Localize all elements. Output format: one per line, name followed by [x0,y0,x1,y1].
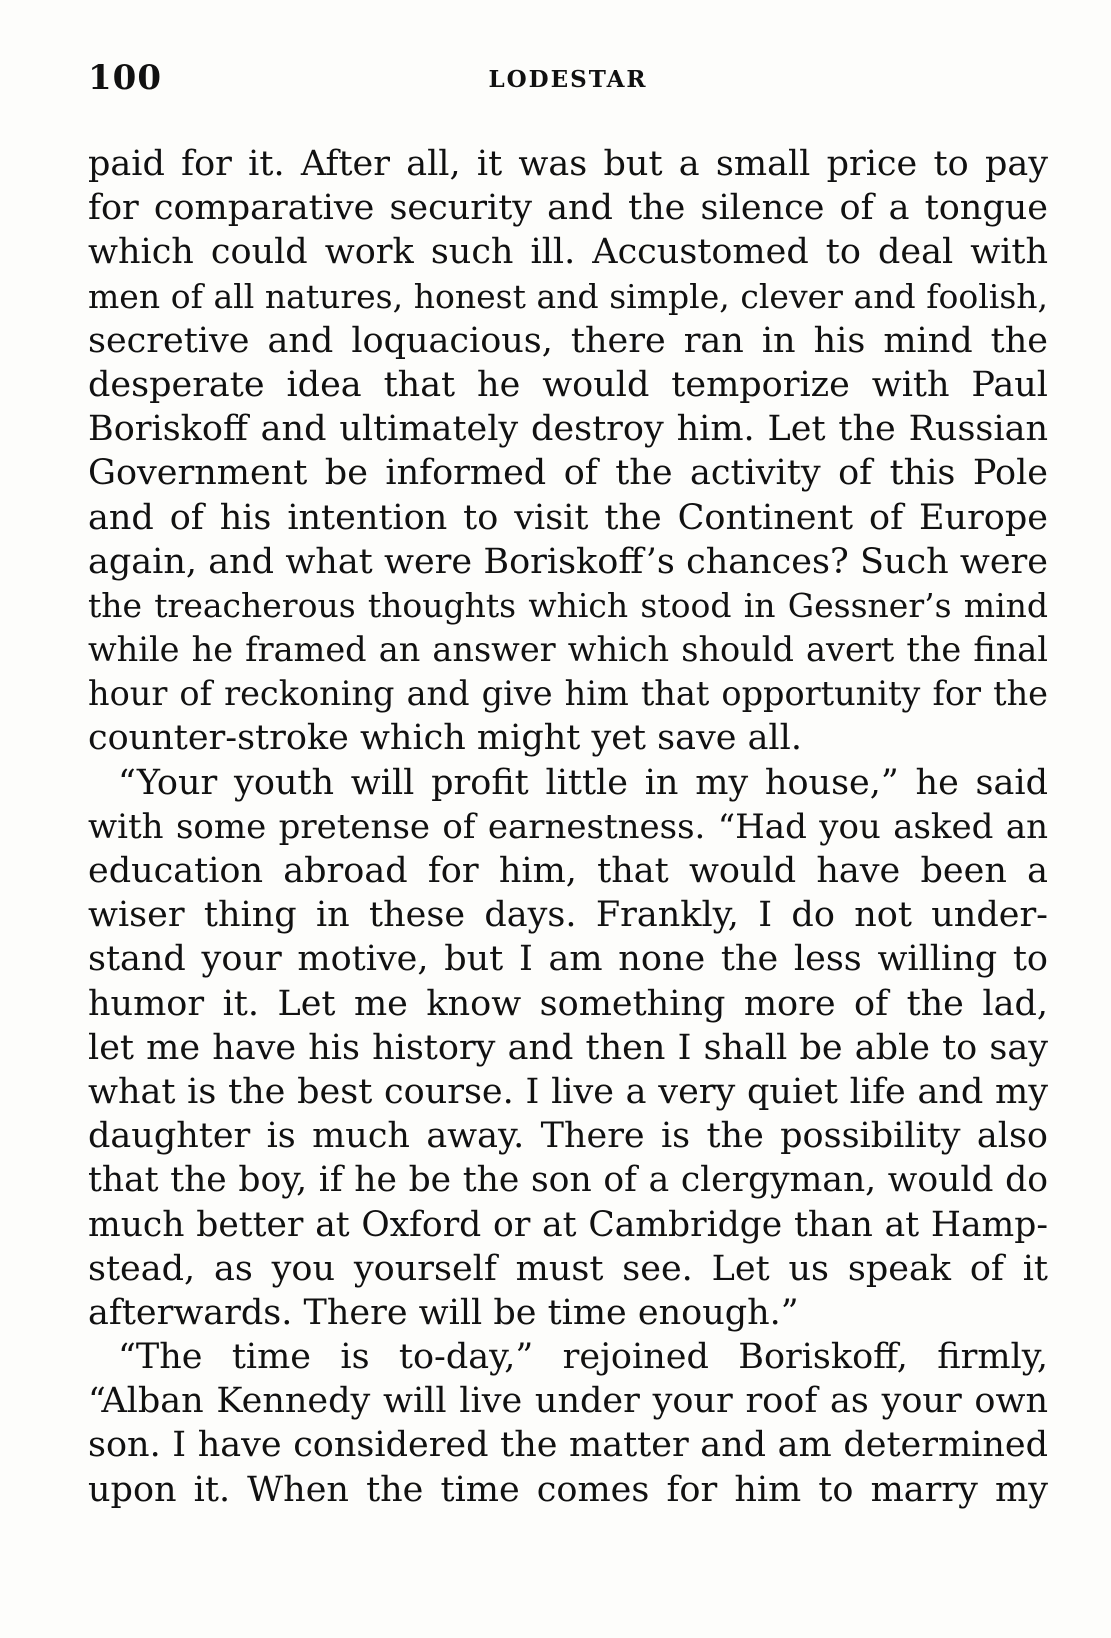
text-line: afterwards. There will be time enough.” [88,1292,799,1333]
text-line: “Alban Kennedy will live under your roof as your own [88,1381,1048,1422]
text-line: and of his intention to visit the Continent of Europe [88,497,1048,538]
text-line: education abroad for him, that would have been a [88,851,1048,891]
text-line: “The time is to-day,” rejoined Boriskoff, firmly, [118,1337,1048,1378]
text-line: stead, as you yourself must see. Let us speak of it [88,1248,1048,1289]
text-line: daughter is much away. There is the possibility also [88,1116,1048,1157]
text-line: Government be informed of the activity of this Pole [88,453,1048,494]
text-line: Boriskoff and ultimately destroy him. Let the Russian [88,409,1048,450]
text-line: which could work such ill. Accustomed to deal with [88,232,1048,273]
text-line: humor it. Let me know something more of the lad, [88,983,1048,1024]
text-line: upon it. When the time comes for him to marry my [88,1469,1048,1510]
text-line: with some pretense of earnestness. “Had you asked an [88,806,1048,847]
text-line: counter-stroke which might yet save all. [88,718,802,759]
text-line: much better at Oxford or at Cambridge than at Hamp- [88,1204,1048,1245]
text-line: desperate idea that he would temporize with Paul [88,364,1048,405]
body-text [88,142,1048,1512]
text-line: “Your youth will profit little in my house,” he said [118,762,1048,803]
text-line: that the boy, if he be the son of a clergyman, would do [88,1160,1048,1201]
text-line: hour of reckoning and give him that opportunity for the [88,674,1048,714]
text-line: what is the best course. I live a very quiet life and my [88,1071,1048,1112]
text-line: wiser thing in these days. Frankly, I do not under- [88,895,1048,936]
text-line: secretive and loquacious, there ran in his mind the [88,320,1048,361]
text-line: stand your motive, but I am none the less willing to [88,939,1048,980]
text-line: let me have his history and then I shall be able to say [88,1027,1048,1068]
text-line: the treacherous thoughts which stood in Gessner’s mind [88,585,1048,625]
text-line: paid for it. After all, it was but a small price to pay [88,144,1048,184]
page-header [88,58,1048,98]
text-line: for comparative security and the silence of a tongue [88,188,1048,229]
page-number: 100 [88,58,162,98]
text-line: son. I have considered the matter and am determined [88,1425,1048,1466]
running-title: LODESTAR [488,66,648,93]
text-line: again, and what were Boriskoff’s chances? Such were [88,541,1048,582]
text-line: while he framed an answer which should avert the final [88,630,1048,670]
text-line: men of all natures, honest and simple, clever and foolish, [88,276,1048,316]
